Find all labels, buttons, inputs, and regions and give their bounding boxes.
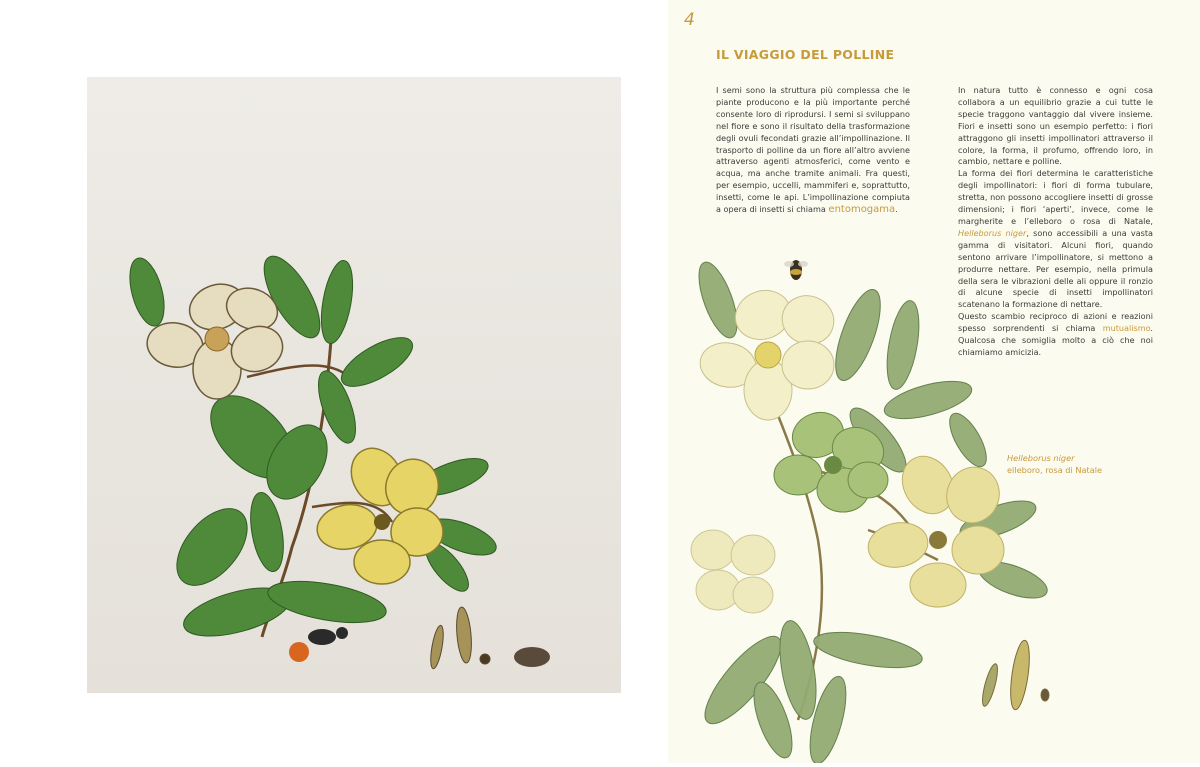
right-page — [668, 0, 1200, 763]
paragraph-text: I semi sono la struttura più complessa che le piante producono e la più importante perché consente loro di riprodursi. I semi si sviluppano nel fiore e sono il risultato della trasformazione degli ovuli fecondati grazie all’impollinazione. Il trasporto di polline da un fiore all’altro avviene attraverso agenti atmosferici, come vento e acqua, ma anche tramite animali. Fra questi, per esempio, uccelli, mammiferi e, soprattutto, insetti, come le api. L’impollinazione compiuta a opera di insetti si chiama — [716, 85, 910, 215]
paragraph-1: In natura tutto è connesso e ogni cosa collabora a un equilibrio grazie a cui tutte le specie traggono vantaggio dal vivere insieme. Fiori e insetti sono un esempio perfetto: i fiori attraggono gli insetti impollinatori attraverso il colore, la forma, il profumo, offrendo loro, in cambio, nettare e polline. — [958, 85, 1153, 167]
section-title: IL VIAGGIO DEL POLLINE — [716, 47, 895, 62]
paragraph-end: . — [895, 204, 898, 215]
term-mutualismo: mutualismo — [1102, 323, 1151, 334]
hellebore-watercolor — [668, 240, 1200, 763]
child-drawing-photo — [87, 77, 621, 693]
text-column-left — [716, 85, 910, 216]
illustration-caption — [1007, 452, 1102, 476]
paragraph — [716, 85, 910, 216]
page-number: 4 — [684, 10, 695, 30]
botanical-illustration — [668, 240, 1200, 763]
caption-common-name: elleboro, rosa di Natale — [1007, 465, 1103, 475]
term-entomogama: entomogama — [828, 204, 896, 216]
scientific-name: Helleborus niger — [958, 227, 1027, 238]
paragraph-3-text-b: . Qualcosa che somiglia molto a ciò che noi chiamiamo amicizia. — [958, 323, 1153, 357]
hellebore-drawing — [87, 77, 621, 693]
paragraph-2-text-b: , sono accessibili a una vasta gamma di visitatori. Alcuni fiori, quando sentono arrivare l’impollinatore, si mettono a produrre nettare. Per esempio, nella primula della sera le vibrazioni delle ali oppure il ronzio di alcune specie di insetti impollinatori scatenano la formazione di nettare. — [958, 227, 1153, 310]
paragraph-2-text-a: La forma dei fiori determina le caratteristiche degli impollinatori: i fiori di forma tubulare, stretta, non possono accogliere insetti di grosse dimensioni; i fiori ‘aperti’, invece, come le margherite e l’elleboro o rosa di Natale, — [958, 168, 1153, 226]
paragraph-3-text-a: Questo scambio reciproco di azioni e reazioni spesso sorprendenti si chiama — [958, 311, 1153, 334]
caption-scientific-name: Helleborus niger — [1007, 453, 1075, 463]
